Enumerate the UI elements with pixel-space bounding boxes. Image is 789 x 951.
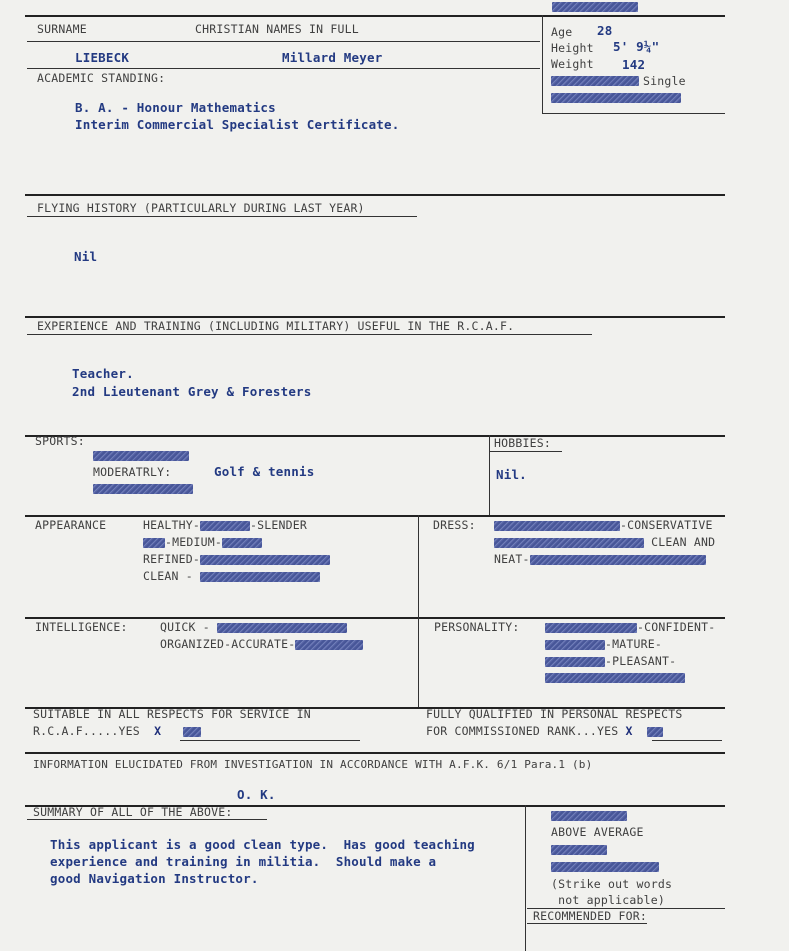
appearance-line-1 [143,518,307,532]
surname-label: SURNAME [37,22,87,36]
struck-text [530,555,706,565]
rule-academic [27,68,540,69]
suitable-label-1: SUITABLE IN ALL RESPECTS FOR SERVICE IN [33,707,311,721]
rule-sports [25,435,725,437]
summary-line-3: good Navigation Instructor. [50,871,259,886]
rule-qualified-under [652,740,722,741]
appearance-line-4 [143,569,320,583]
sports-value: Golf & tennis [214,464,315,479]
experience-line-1: Teacher. [72,366,134,381]
qualified-yes: FOR COMMISSIONED RANK...YES [426,724,619,738]
age-label: Age [551,25,573,39]
height-value: 5' 9¼" [613,39,660,54]
intelligence-label: INTELLIGENCE: [35,620,128,634]
suitable-label-2 [33,724,201,738]
appearance-clean: CLEAN - [143,569,200,583]
rule-information [25,752,725,754]
struck-text [551,811,627,821]
rule-experience [25,316,725,318]
appearance-line-2 [143,535,262,549]
information-label: INFORMATION ELUCIDATED FROM INVESTIGATION IN ACCORDANCE WITH A.F.K. 6/1 Para.1 (b) [33,758,593,771]
personal-box-left [542,15,543,113]
struck-text [551,93,681,103]
intelligence-line-1 [160,620,347,634]
rule-summary-under [27,819,267,820]
height-label: Height [551,41,594,55]
rule-name-label [27,41,540,42]
summary-line-1: This applicant is a good clean type. Has good teaching [50,837,475,852]
appearance-medium: -MEDIUM- [165,535,222,549]
rating-note-1: (Strike out words [551,877,673,891]
rule-experience-under [27,334,592,335]
academic-line-2: Interim Commercial Specialist Certificate. [75,117,400,132]
academic-line-1: B. A. - Honour Mathematics [75,100,276,115]
christian-names-label: CHRISTIAN NAMES IN FULL [195,22,359,36]
weight-label: Weight [551,57,594,71]
information-value: O. K. [237,787,276,802]
academic-label: ACADEMIC STANDING: [37,71,166,85]
dress-label: DRESS: [433,518,476,532]
struck-text [494,538,644,548]
struck-text [200,521,250,531]
rule-intelligence [25,617,725,619]
struck-text [545,623,637,633]
struck-text [552,2,638,12]
personality-pleasant: -PLEASANT- [605,654,677,668]
dress-clean: CLEAN AND [644,535,716,549]
christian-names-value: Millard Meyer [282,50,383,65]
struck-text [183,727,201,737]
intelligence-divider [418,617,419,707]
qualified-label-2 [426,724,663,738]
dress-line-3 [494,552,706,566]
struck-text [494,521,620,531]
rule-suitable-under [180,740,360,741]
struck-text [647,727,663,737]
personal-box-bottom [542,113,725,114]
appearance-label: APPEARANCE [35,518,107,532]
struck-text [545,673,685,683]
dress-neat: NEAT- [494,552,530,566]
struck-text [295,640,363,650]
personality-label: PERSONALITY: [434,620,520,634]
sports-option: MODERATRLY: [93,465,172,479]
appearance-divider [418,515,419,617]
rule-recommended-under [527,923,647,924]
suitable-mark: X [154,724,162,738]
struck-text [93,484,193,494]
struck-text [200,555,330,565]
suitable-yes: R.C.A.F.....YES [33,724,140,738]
sports-divider [489,435,490,515]
experience-label: EXPERIENCE AND TRAINING (INCLUDING MILITARY) USEFUL IN THE R.C.A.F. [37,319,515,333]
qualified-label-1: FULLY QUALIFIED IN PERSONAL RESPECTS [426,707,683,721]
hobbies-label: HOBBIES: [494,436,551,450]
rule-appearance [25,515,725,517]
flying-history-label: FLYING HISTORY (PARTICULARLY DURING LAST YEAR) [37,201,365,215]
weight-value: 142 [622,57,646,72]
summary-label: SUMMARY OF ALL OF THE ABOVE: [33,805,233,819]
age-value: 28 [597,23,613,38]
experience-line-2: 2nd Lieutenant Grey & Foresters [72,384,312,399]
appearance-healthy: HEALTHY- [143,518,200,532]
hobbies-value: Nil. [496,467,527,482]
rule-hobbies-under [490,451,562,452]
appearance-line-3 [143,552,330,566]
personality-confident: -CONFIDENT- [637,620,716,634]
intelligence-quick: QUICK - [160,620,217,634]
personality-mature: -MATURE- [605,637,662,651]
struck-text [222,538,262,548]
appearance-slender: -SLENDER [250,518,307,532]
sports-label: SPORTS: [35,434,85,448]
struck-text [551,845,607,855]
rule-flying [25,194,725,196]
intelligence-line-2 [160,637,363,651]
intelligence-organized: ORGANIZED-ACCURATE- [160,637,296,651]
rating-divider [525,805,526,951]
struck-text [551,862,659,872]
personality-line-2 [545,637,662,651]
struck-text [545,640,605,650]
dress-line-1 [494,518,713,532]
rating-note-2: not applicable) [551,893,665,907]
status-value: Single [643,74,686,88]
rule-top [25,15,725,17]
dress-line-2 [494,535,715,549]
flying-history-value: Nil [74,249,98,264]
surname-value: LIEBECK [75,50,130,65]
struck-text [143,538,165,548]
struck-text [551,76,639,86]
recommended-for-label: RECOMMENDED FOR: [533,909,647,923]
summary-line-2: experience and training in militia. Should make a [50,854,437,869]
struck-text [200,572,320,582]
appearance-refined: REFINED- [143,552,200,566]
qualified-mark: X [625,724,633,738]
rule-flying-under [27,216,417,217]
struck-text [545,657,605,667]
rating-above-average: ABOVE AVERAGE [551,825,644,839]
dress-conservative: -CONSERVATIVE [620,518,713,532]
struck-text [93,451,189,461]
struck-text [217,623,347,633]
personality-line-3 [545,654,676,668]
personality-line-1 [545,620,715,634]
